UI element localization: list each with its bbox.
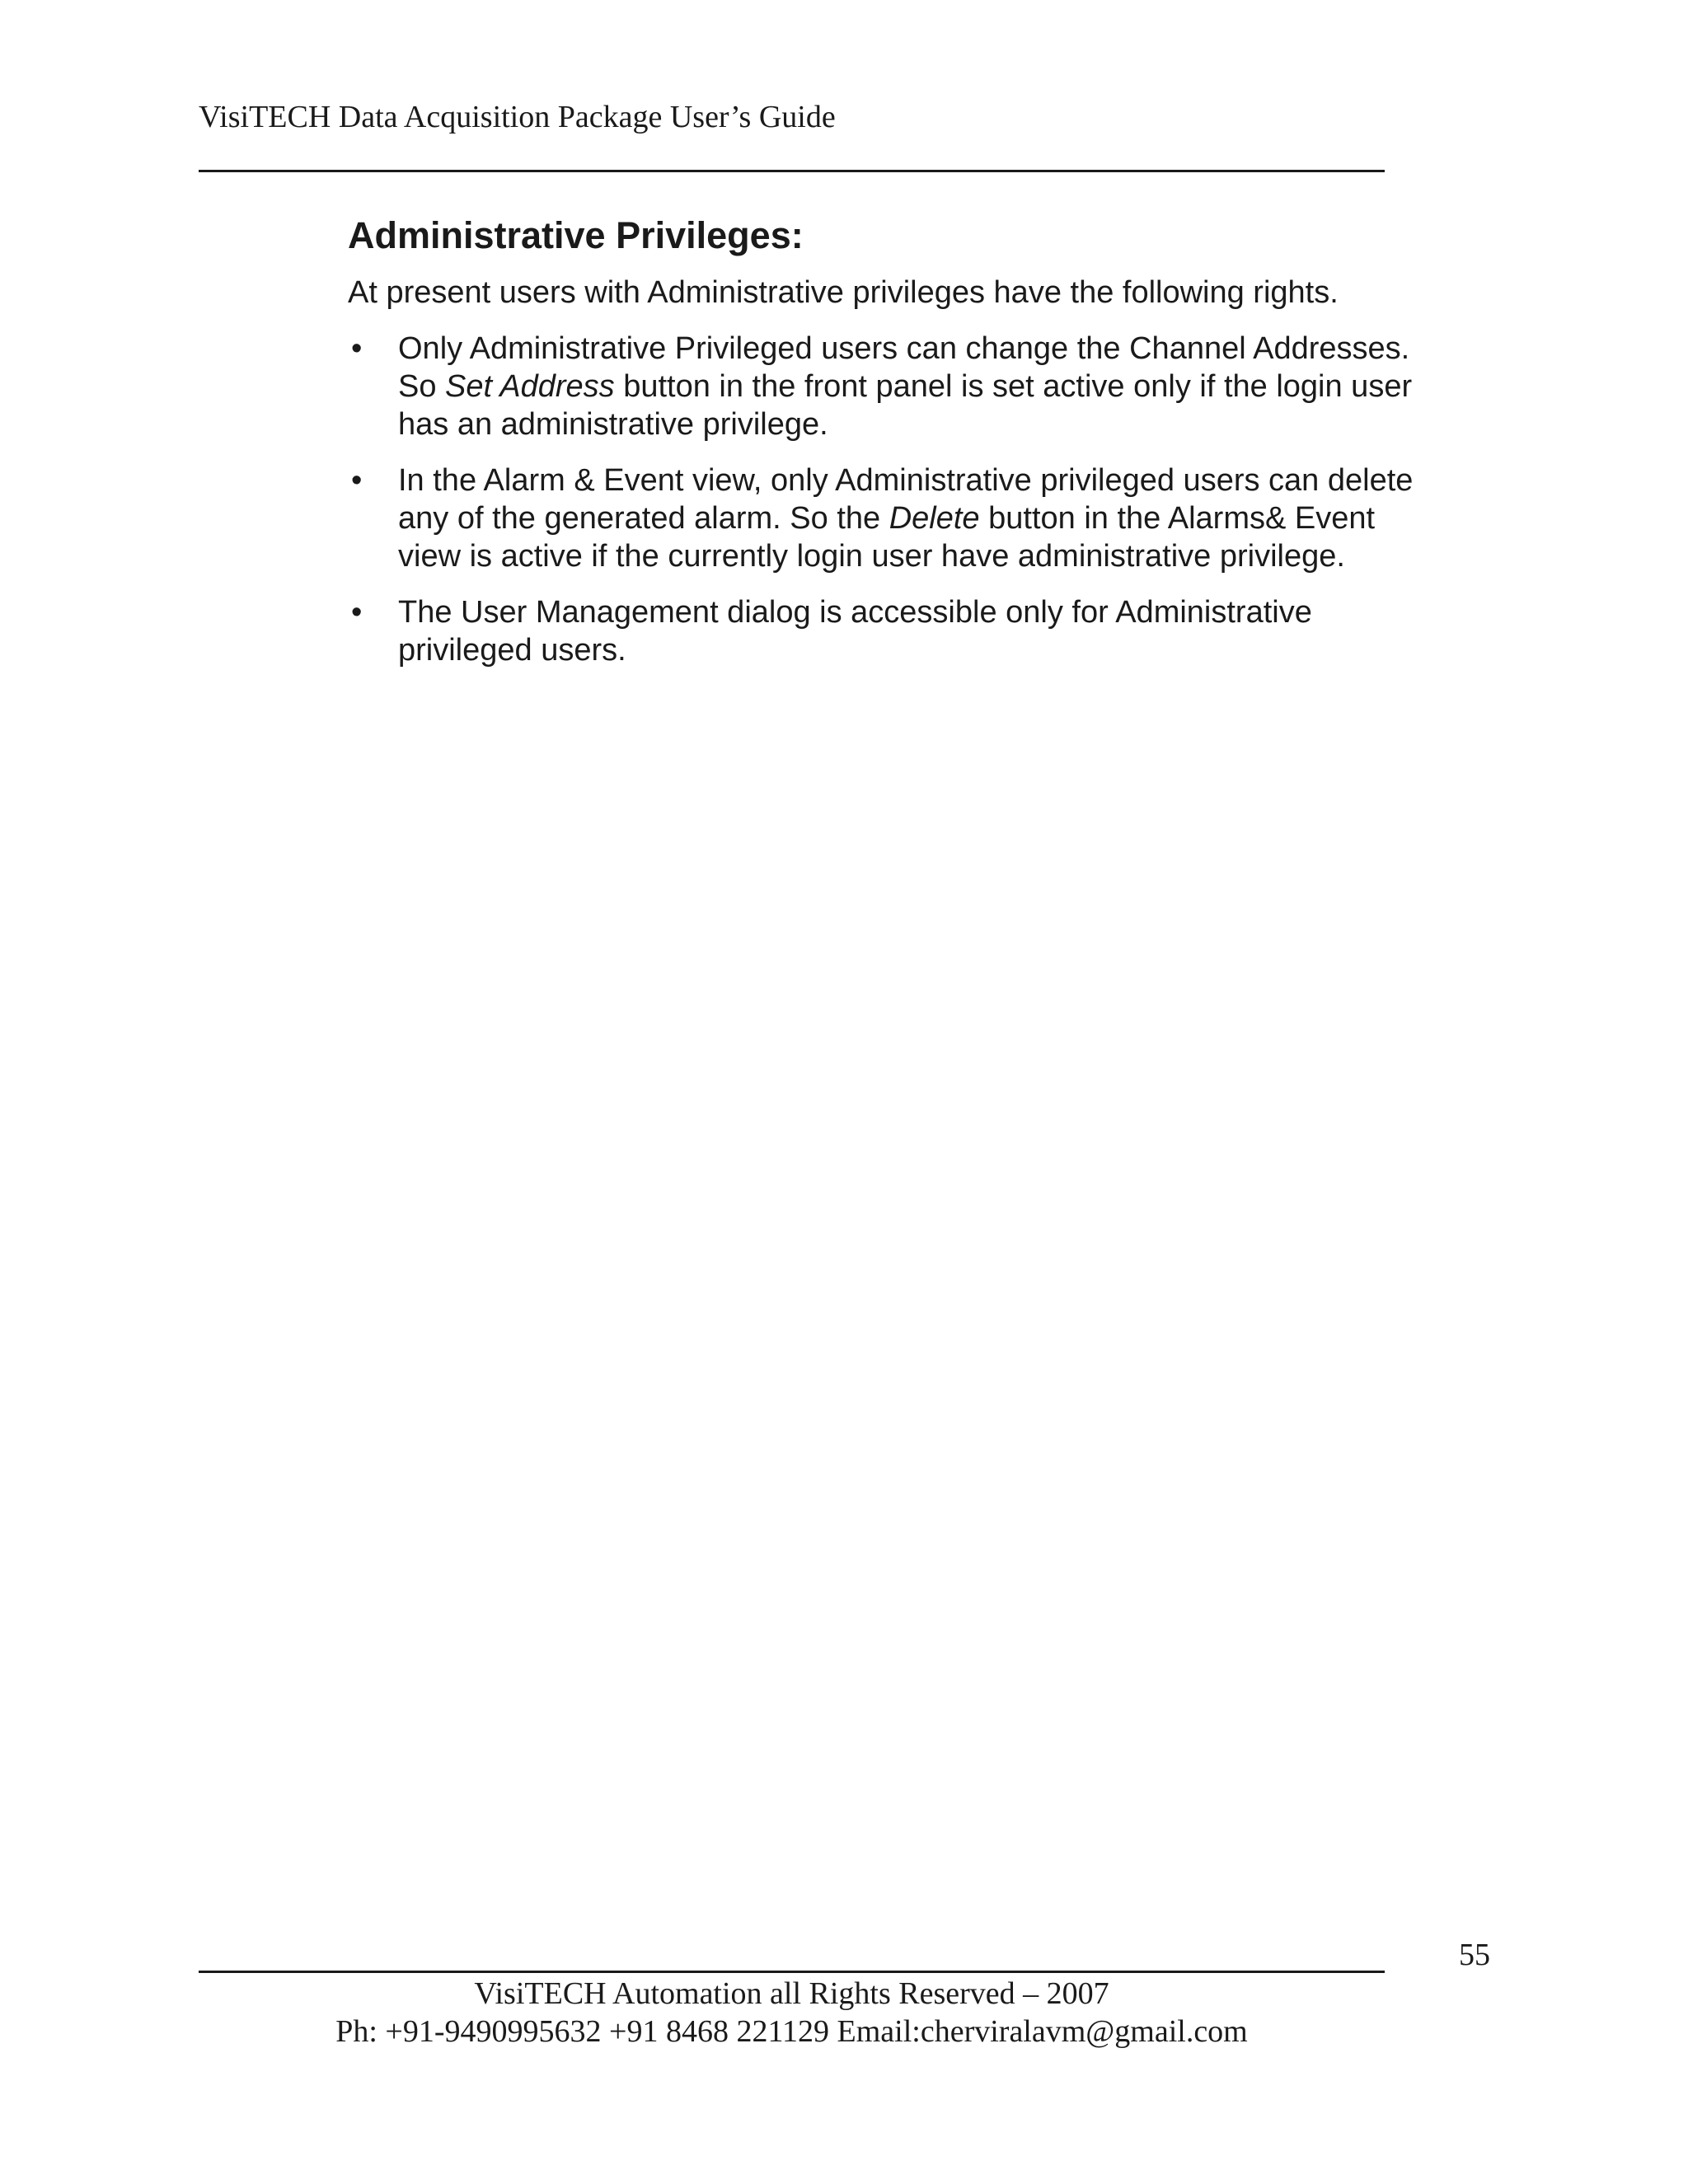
list-item-line: The User Management dialog is accessible only for Administrative (398, 595, 1312, 630)
bullet-icon: • (351, 463, 363, 498)
footer-copyright: VisiTECH Automation all Rights Reserved – 2007 (474, 1976, 1109, 2011)
footer-rule (199, 1971, 1385, 1973)
intro-paragraph: At present users with Administrative privileges have the following rights. (348, 275, 1339, 310)
footer-contact: Ph: +91-9490995632 +91 8468 221129 Email:cherviralavm@gmail.com (335, 2014, 1248, 2049)
list-item (348, 330, 1502, 443)
list-item-line: view is active if the currently login user have administrative privilege. (398, 539, 1345, 574)
list-item (348, 593, 1502, 669)
bullet-icon: • (351, 595, 363, 630)
list-item-line: So Set Address button in the front panel is set active only if the login user (398, 369, 1413, 404)
list-item-line: privileged users. (398, 633, 626, 668)
delete-term: Delete (889, 501, 980, 536)
list-item-line: has an administrative privilege. (398, 407, 828, 442)
list-item-line: In the Alarm & Event view, only Administrative privileged users can delete (398, 463, 1414, 498)
section-title: Administrative Privileges: (348, 214, 804, 256)
bullet-icon: • (351, 331, 363, 366)
header-rule (199, 170, 1385, 172)
set-address-term: Set Address (445, 369, 615, 404)
page-number: 55 (1459, 1938, 1490, 1972)
list-item (348, 462, 1502, 575)
page-content (348, 213, 1502, 687)
list-item-line: any of the generated alarm. So the Delete button in the Alarms& Event (398, 501, 1376, 536)
running-header: VisiTECH Data Acquisition Package User’s Guide (199, 100, 836, 134)
rights-list (348, 330, 1502, 669)
list-item-line: Only Administrative Privileged users can change the Channel Addresses. (398, 331, 1410, 366)
